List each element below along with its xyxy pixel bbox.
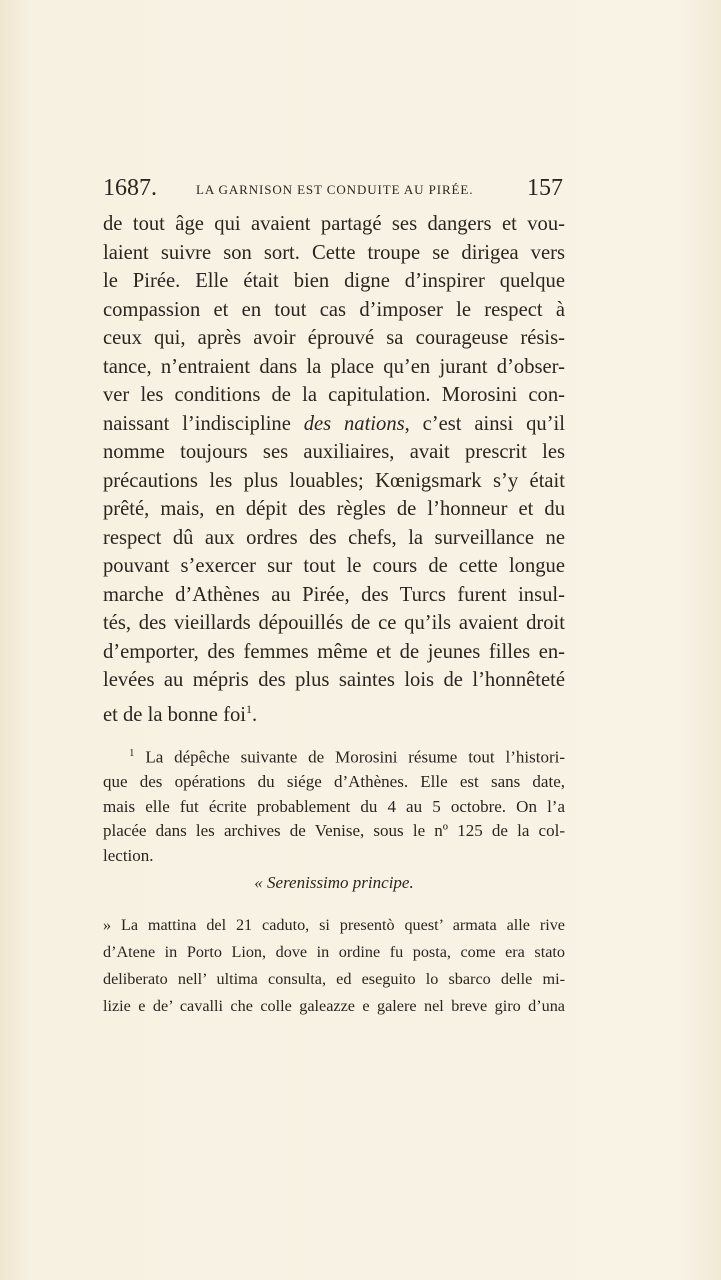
text-segment: et de la bonne foi: [103, 703, 246, 726]
footnote-line: mais elle fut écrite probablement du 4 au 5 octobre. On l’a: [103, 796, 565, 816]
salutation: « Serenissimo principe.: [254, 873, 414, 892]
footnote-marker: 1: [129, 747, 135, 759]
footnote: [103, 741, 565, 868]
footnote-line: placée dans les archives de Venise, sous le nº 125 de la col-: [103, 821, 565, 841]
text-line: de tout âge qui avaient partagé ses dangers et vou-: [103, 213, 565, 235]
footnote-line: [103, 741, 565, 770]
text-segment: , c’est ainsi qu’il: [404, 412, 565, 435]
footnote-line: que des opérations du siége d’Athènes. Elle est sans date,: [103, 772, 565, 792]
text-line: précautions les plus louables; Kœnigsmark s’y était: [103, 469, 565, 492]
text-line: pouvant s’exercer sur tout le cours de cette longue: [103, 555, 565, 577]
text-line: d’emporter, des femmes même et de jeunes filles en-: [103, 640, 565, 663]
page-header: [103, 175, 563, 201]
text-line: nomme toujours ses auxiliaires, avait prescrit les: [103, 441, 565, 463]
page-number: 157: [527, 175, 563, 201]
text-line: marche d’Athènes au Pirée, des Turcs furent insul-: [103, 583, 565, 606]
quoted-dispatch: [103, 912, 565, 1020]
text-segment: naissant l’indiscipline: [103, 412, 291, 435]
final-period: .: [251, 703, 258, 726]
text-line: prêté, mais, en dépit des règles de l’honneur et du: [103, 498, 565, 520]
text-line: levées au mépris des plus saintes lois de l’honnêteté: [103, 669, 565, 691]
header-year: 1687.: [103, 175, 157, 201]
footnote-line: lection.: [103, 845, 154, 865]
text-line: respect dû aux ordres des chefs, la surveillance ne: [103, 526, 565, 549]
text-line: ceux qui, après avoir éprouvé sa courageuse résis-: [103, 327, 565, 349]
quote-line: deliberato nell’ ultima consulta, ed eseguito lo sbarco delle mi-: [103, 970, 565, 988]
text-line: ver les conditions de la capitulation. Morosini con-: [103, 384, 565, 406]
footnote-text: La dépêche suivante de Morosini résume tout l’histori-: [145, 747, 565, 767]
footnote-reference: 1: [245, 701, 252, 716]
text-line: compassion et en tout cas d’imposer le respect à: [103, 298, 565, 321]
italic-phrase: des nations: [303, 412, 405, 435]
text-line: laient suivre son sort. Cette troupe se dirigea vers: [103, 241, 565, 264]
quote-line: » La mattina del 21 caduto, si presentò quest’ armata alle rive: [103, 916, 565, 934]
text-line: tance, n’entraient dans la place qu’en jurant d’obser-: [103, 355, 565, 378]
running-title: LA GARNISON EST CONDUITE AU PIRÉE.: [196, 182, 474, 197]
text-line-last: [103, 695, 565, 729]
text-line-with-italic: [103, 410, 565, 439]
text-line: le Pirée. Elle était bien digne d’inspirer quelque: [103, 270, 565, 292]
quote-line: d’Atene in Porto Lion, dove in ordine fu posta, come era stato: [103, 943, 565, 961]
text-line: tés, des vieillards dépouillés de ce qu’ils avaient droit: [103, 612, 565, 634]
main-text: [103, 210, 565, 729]
quote-line: lizie e de’ cavalli che colle galeazze e galere nel breve giro d’una: [103, 997, 565, 1015]
